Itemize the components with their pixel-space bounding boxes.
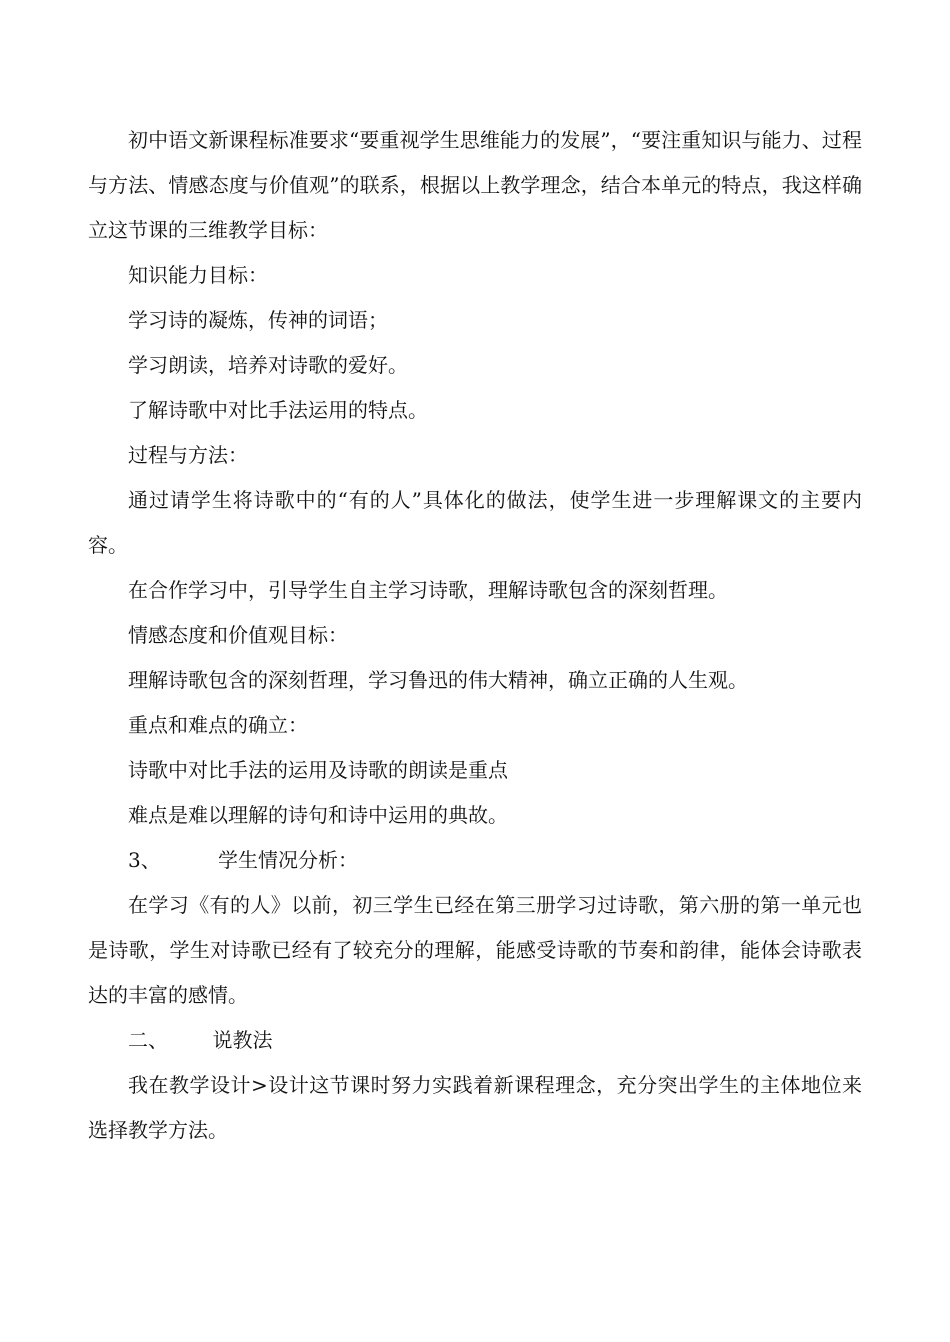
list-item-key-point: 诗歌中对比手法的运用及诗歌的朗读是重点 <box>128 758 508 782</box>
heading-knowledge-ability-goal: 知识能力目标： <box>128 263 268 287</box>
list-item-goal: 学习诗的凝炼，传神的词语； <box>128 308 388 332</box>
list-item-emotion: 理解诗歌包含的深刻哲理，学习鲁迅的伟大精神，确立正确的人生观。 <box>128 668 748 692</box>
heading-key-difficult-points: 重点和难点的确立： <box>128 713 308 737</box>
heading-teaching-method: 二、 说教法 <box>128 1028 273 1052</box>
paragraph-curriculum-standard: 初中语文新课程标准要求“要重视学生思维能力的发展”，“要注重知识与能力、过程与方法、情感态度与价值观”的联系，根据以上教学理念，结合本单元的特点，我这样确立这节课的三维教学目标： <box>88 128 862 242</box>
heading-process-method: 过程与方法： <box>128 443 248 467</box>
paragraph-teaching-method: 我在教学设计>设计这节课时努力实践着新课程理念，充分突出学生的主体地位来选择教学方法。 <box>88 1073 862 1142</box>
list-item-goal: 了解诗歌中对比手法运用的特点。 <box>128 398 428 422</box>
heading-emotion-values-goal: 情感态度和价值观目标： <box>128 623 348 647</box>
list-item-process: 通过请学生将诗歌中的“有的人”具体化的做法，使学生进一步理解课文的主要内容。 <box>88 488 862 557</box>
list-item-process: 在合作学习中，引导学生自主学习诗歌，理解诗歌包含的深刻哲理。 <box>128 578 728 602</box>
heading-student-analysis: 3、 学生情况分析： <box>128 848 358 872</box>
list-item-difficult-point: 难点是难以理解的诗句和诗中运用的典故。 <box>128 803 508 827</box>
list-item-goal: 学习朗读，培养对诗歌的爱好。 <box>128 353 408 377</box>
paragraph-student-analysis: 在学习《有的人》以前，初三学生已经在第三册学习过诗歌，第六册的第一单元也是诗歌，学生对诗歌已经有了较充分的理解，能感受诗歌的节奏和韵律，能体会诗歌表达的丰富的感情。 <box>88 893 862 1007</box>
